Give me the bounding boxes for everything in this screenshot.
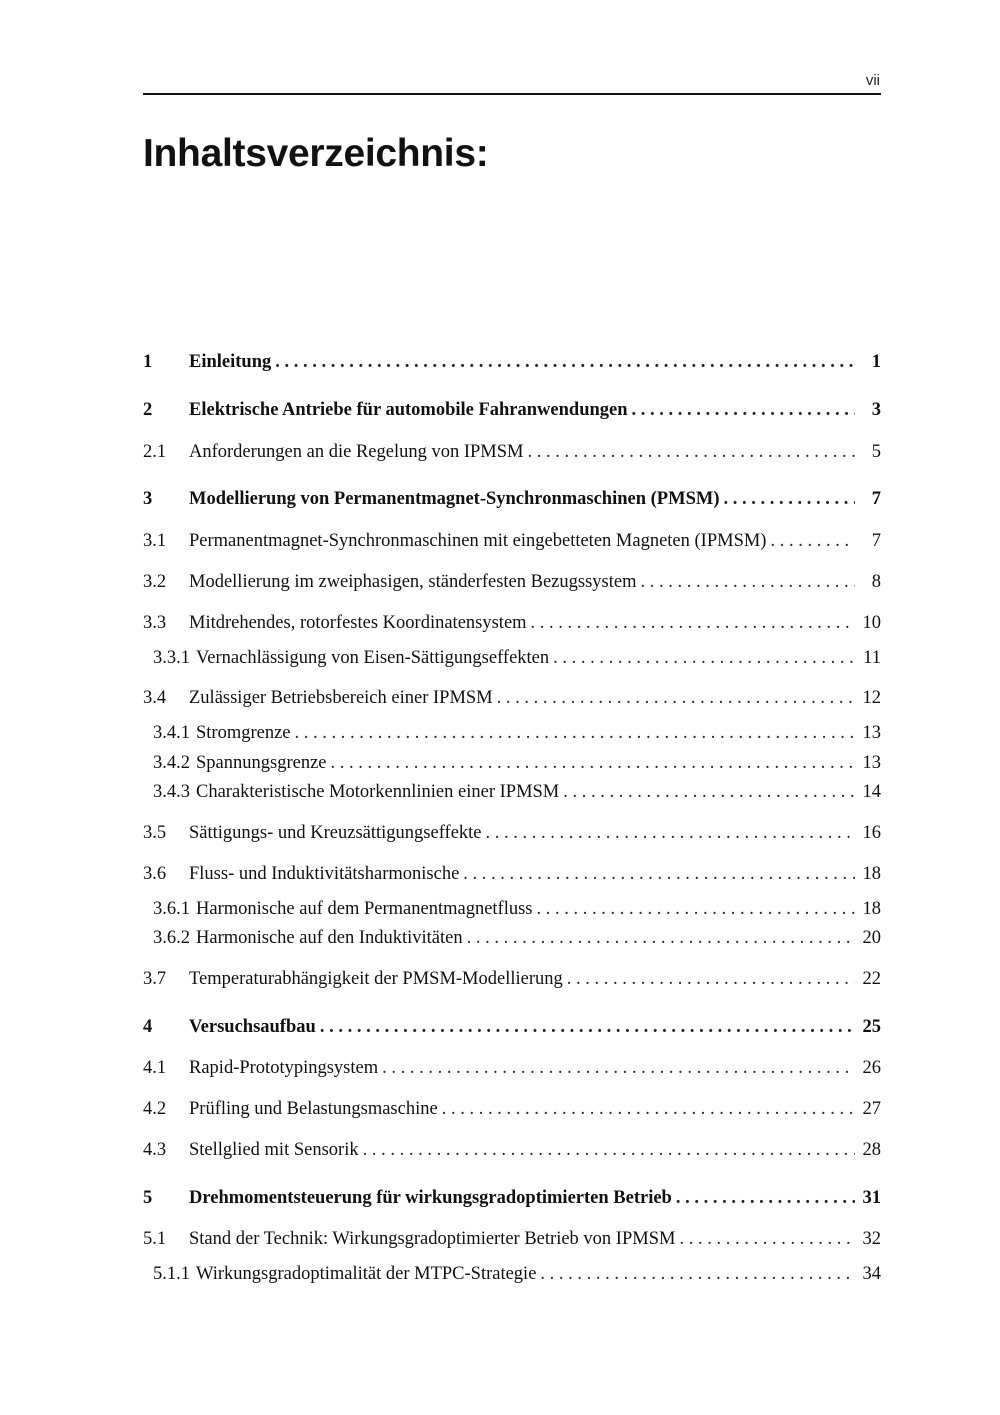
toc-entry-3[interactable]	[143, 487, 881, 511]
toc-entry-title: Stromgrenze	[196, 723, 291, 743]
toc-entry-3-3-1[interactable]	[143, 646, 881, 670]
toc-dot-leader	[540, 1262, 855, 1286]
toc-dot-leader	[531, 611, 855, 635]
toc-entry-number: 4.3	[143, 1140, 167, 1160]
toc-entry-3-4-3[interactable]	[143, 780, 881, 804]
toc-entry-page: 12	[862, 688, 881, 708]
toc-entry-number: 3.6	[143, 864, 167, 884]
toc-entry-page: 11	[863, 648, 881, 668]
toc-entry-page: 31	[862, 1188, 881, 1208]
toc-entry-4-3[interactable]	[143, 1138, 881, 1162]
toc-dot-leader	[679, 1227, 855, 1251]
toc-entry-number: 3.4.1	[153, 723, 190, 743]
toc-entry-page: 7	[871, 489, 881, 509]
toc-dot-leader	[467, 926, 855, 950]
toc-entry-2-1[interactable]	[143, 440, 881, 464]
toc-entry-number: 5.1	[143, 1229, 167, 1249]
toc-entry-number: 3.6.2	[153, 928, 190, 948]
toc-entry-title: Modellierung im zweiphasigen, ständerfesten Bezugssystem	[189, 572, 637, 592]
toc-entry-title: Permanentmagnet-Synchronmaschinen mit eingebetteten Magneten (IPMSM)	[189, 531, 767, 551]
toc-entry-page: 8	[871, 572, 881, 592]
toc-dot-leader	[723, 487, 855, 511]
toc-entry-3-1[interactable]	[143, 529, 881, 553]
toc-entry-number: 3.7	[143, 969, 167, 989]
toc-dot-leader	[486, 821, 855, 845]
toc-entry-3-7[interactable]	[143, 967, 881, 991]
toc-entry-number: 5	[143, 1188, 153, 1208]
toc-entry-title: Drehmomentsteuerung für wirkungsgradoptimierten Betrieb	[189, 1188, 672, 1208]
toc-entry-4[interactable]	[143, 1015, 881, 1039]
toc-dot-leader	[528, 440, 856, 464]
toc-entry-number: 3.1	[143, 531, 167, 551]
toc-entry-3-5[interactable]	[143, 821, 881, 845]
toc-entry-3-2[interactable]	[143, 570, 881, 594]
toc-dot-leader	[632, 398, 855, 422]
toc-entry-title: Modellierung von Permanentmagnet-Synchronmaschinen (PMSM)	[189, 489, 720, 509]
toc-entry-page: 20	[862, 928, 881, 948]
toc-entry-3-4-2[interactable]	[143, 751, 881, 775]
toc-entry-5-1-1[interactable]	[143, 1262, 881, 1286]
toc-dot-leader	[641, 570, 856, 594]
toc-dot-leader	[770, 529, 855, 553]
toc-entry-title: Prüfling und Belastungsmaschine	[189, 1099, 438, 1119]
toc-entry-page: 34	[862, 1264, 881, 1284]
toc-dot-leader	[497, 686, 855, 710]
toc-entry-number: 2.1	[143, 442, 167, 462]
toc-entry-number: 3.2	[143, 572, 167, 592]
toc-entry-page: 28	[862, 1140, 881, 1160]
toc-entry-3-6[interactable]	[143, 862, 881, 886]
toc-dot-leader	[331, 751, 856, 775]
toc-entry-number: 4.1	[143, 1058, 167, 1078]
toc-entry-3-6-1[interactable]	[143, 897, 881, 921]
toc-entry-page: 3	[871, 400, 881, 420]
toc-entry-title: Harmonische auf dem Permanentmagnetfluss	[196, 899, 533, 919]
toc-entry-page: 32	[862, 1229, 881, 1249]
toc-entry-page: 1	[871, 352, 881, 372]
toc-entry-3-6-2[interactable]	[143, 926, 881, 950]
toc-entry-title: Spannungsgrenze	[196, 753, 327, 773]
toc-entry-title: Temperaturabhängigkeit der PMSM-Modellierung	[189, 969, 563, 989]
toc-dot-leader	[553, 646, 855, 670]
header-rule	[143, 93, 881, 95]
toc-entry-title: Vernachlässigung von Eisen-Sättigungseffekten	[196, 648, 550, 668]
toc-entry-title: Einleitung	[189, 352, 272, 372]
toc-entry-page: 14	[862, 782, 881, 802]
toc-entry-1[interactable]	[143, 350, 881, 374]
toc-entry-title: Rapid-Prototypingsystem	[189, 1058, 379, 1078]
toc-entry-number: 3.4.2	[153, 753, 190, 773]
toc-dot-leader	[295, 721, 855, 745]
toc-entry-3-3[interactable]	[143, 611, 881, 635]
toc-entry-title: Stellglied mit Sensorik	[189, 1140, 359, 1160]
toc-dot-leader	[382, 1056, 855, 1080]
toc-dot-leader	[442, 1097, 855, 1121]
toc-entry-page: 16	[862, 823, 881, 843]
toc-entry-number: 3.4.3	[153, 782, 190, 802]
toc-entry-page: 18	[862, 864, 881, 884]
toc-dot-leader	[567, 967, 855, 991]
toc-entry-4-2[interactable]	[143, 1097, 881, 1121]
toc-entry-title: Stand der Technik: Wirkungsgradoptimierter Betrieb von IPMSM	[189, 1229, 676, 1249]
toc-entry-number: 4.2	[143, 1099, 167, 1119]
toc-dot-leader	[320, 1015, 855, 1039]
toc-entry-page: 13	[862, 723, 881, 743]
toc-entry-number: 5.1.1	[153, 1264, 190, 1284]
toc-entry-page: 22	[862, 969, 881, 989]
toc-entry-number: 3.4	[143, 688, 167, 708]
toc-entry-5[interactable]	[143, 1186, 881, 1210]
page-number: vii	[865, 72, 880, 89]
toc-entry-number: 3.5	[143, 823, 167, 843]
toc-entry-title: Elektrische Antriebe für automobile Fahranwendungen	[189, 400, 628, 420]
toc-entry-title: Charakteristische Motorkennlinien einer IPMSM	[196, 782, 560, 802]
toc-entry-title: Fluss- und Induktivitätsharmonische	[189, 864, 460, 884]
toc-entry-title: Harmonische auf den Induktivitäten	[196, 928, 463, 948]
toc-entry-number: 4	[143, 1017, 153, 1037]
toc-dot-leader	[363, 1138, 855, 1162]
toc-entry-number: 3.3	[143, 613, 167, 633]
toc-entry-number: 2	[143, 400, 153, 420]
toc-entry-page: 27	[862, 1099, 881, 1119]
toc-entry-3-4-1[interactable]	[143, 721, 881, 745]
toc-dot-leader	[676, 1186, 855, 1210]
toc-entry-4-1[interactable]	[143, 1056, 881, 1080]
toc-entry-page: 13	[862, 753, 881, 773]
toc-entry-page: 7	[871, 531, 881, 551]
toc-entry-page: 18	[862, 899, 881, 919]
toc-entry-title: Mitdrehendes, rotorfestes Koordinatensystem	[189, 613, 527, 633]
toc-entry-title: Zulässiger Betriebsbereich einer IPMSM	[189, 688, 493, 708]
toc-entry-2[interactable]	[143, 398, 881, 422]
toc-entry-title: Sättigungs- und Kreuzsättigungseffekte	[189, 823, 482, 843]
toc-entry-3-4[interactable]	[143, 686, 881, 710]
page-title: Inhaltsverzeichnis:	[143, 132, 489, 175]
toc-entry-page: 26	[862, 1058, 881, 1078]
toc-entry-page: 5	[871, 442, 881, 462]
toc-entry-number: 1	[143, 352, 153, 372]
toc-entry-page: 10	[862, 613, 881, 633]
toc-dot-leader	[537, 897, 856, 921]
toc-entry-title: Wirkungsgradoptimalität der MTPC-Strategie	[196, 1264, 537, 1284]
toc-entry-title: Versuchsaufbau	[189, 1017, 316, 1037]
toc-entry-number: 3.6.1	[153, 899, 190, 919]
toc-dot-leader	[275, 350, 855, 374]
toc-dot-leader	[463, 862, 855, 886]
toc-dot-leader	[563, 780, 855, 804]
toc-entry-number: 3	[143, 489, 153, 509]
toc-entry-5-1[interactable]	[143, 1227, 881, 1251]
toc-entry-title: Anforderungen an die Regelung von IPMSM	[189, 442, 524, 462]
toc-entry-number: 3.3.1	[153, 648, 190, 668]
toc-entry-page: 25	[862, 1017, 881, 1037]
